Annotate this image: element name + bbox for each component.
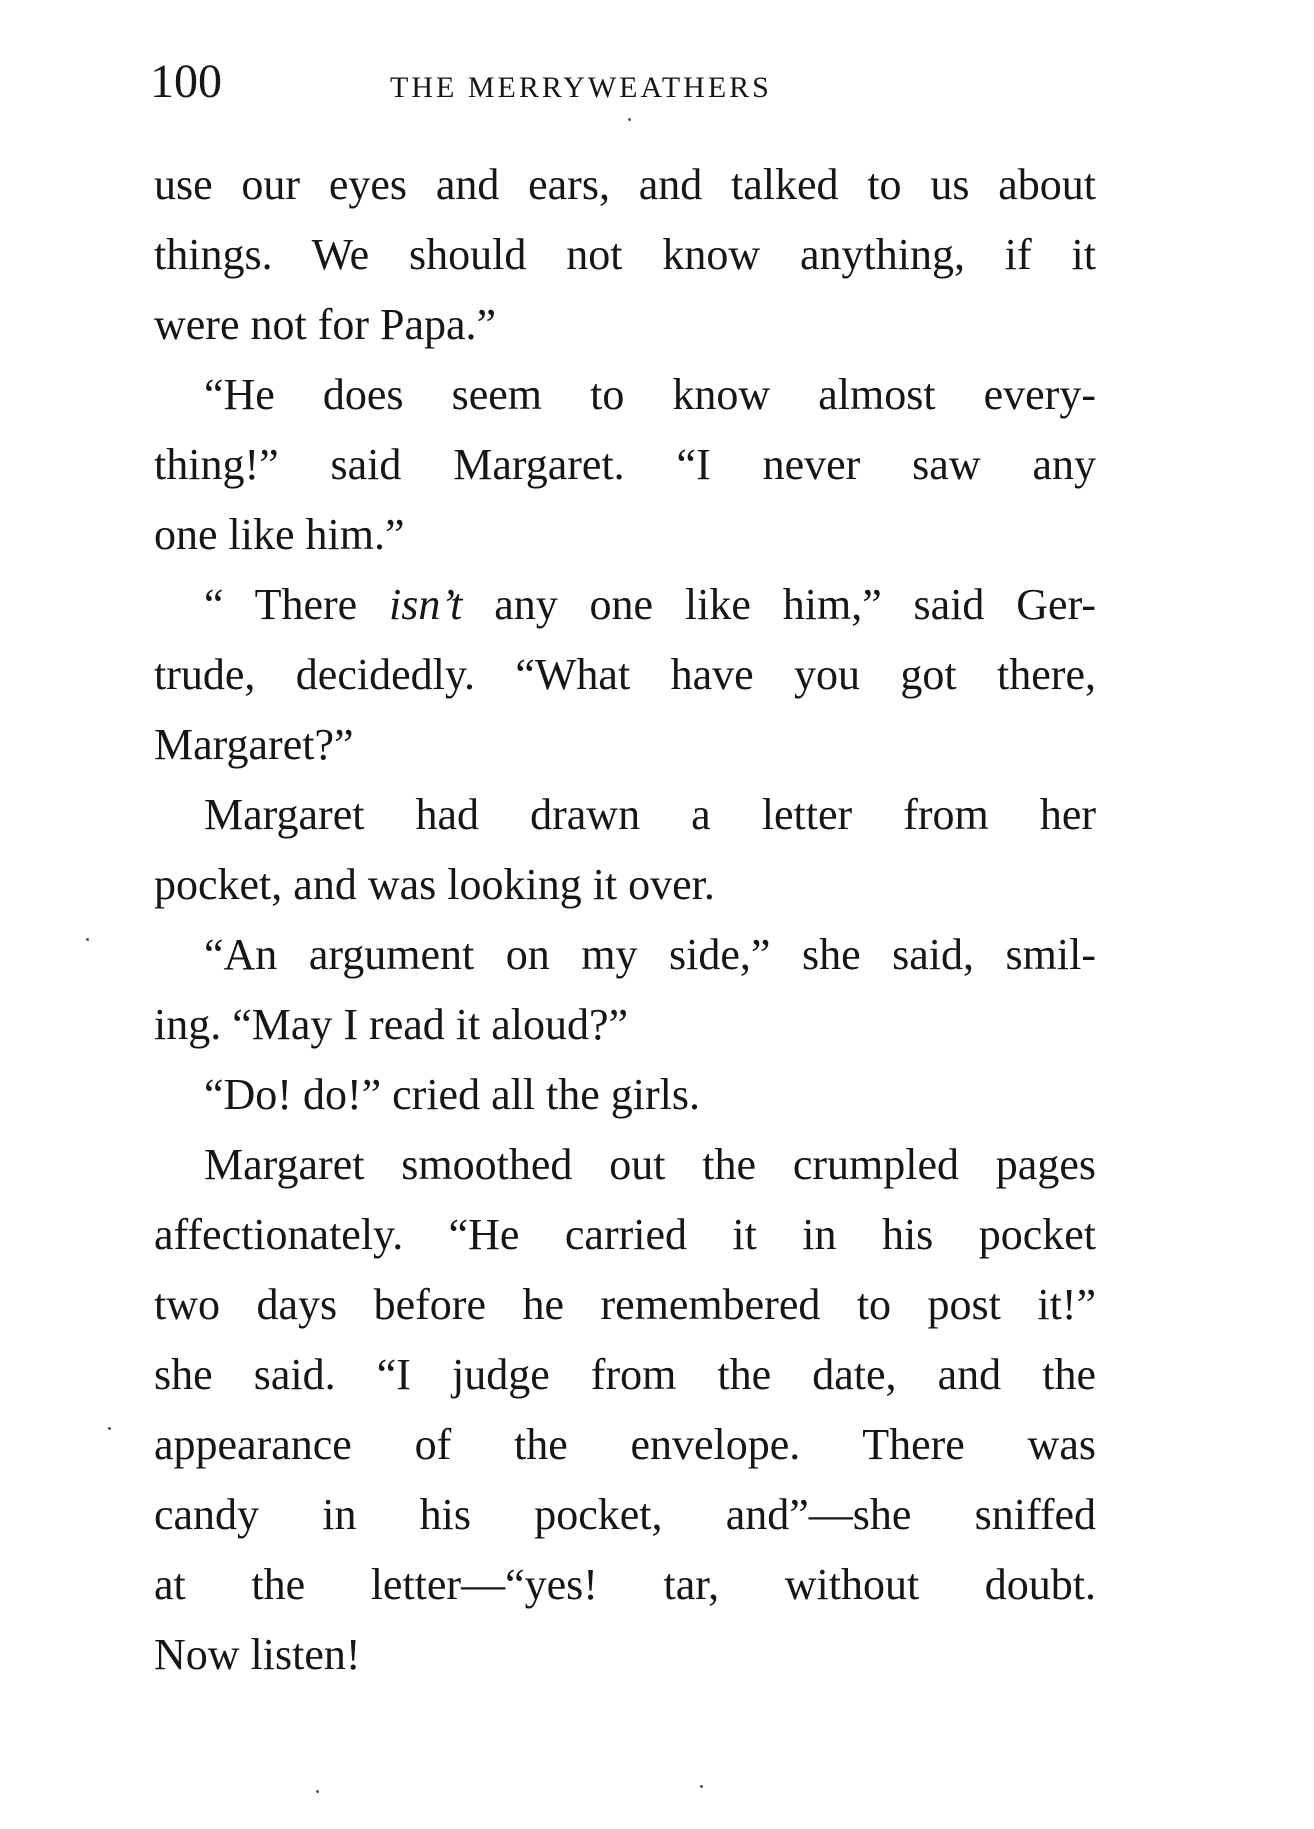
paper-speck bbox=[108, 1427, 111, 1430]
text-line: ing. “May I read it aloud?” bbox=[154, 1000, 629, 1049]
text-line: things. We should not know anything, if it bbox=[154, 230, 1096, 279]
text-line: pocket, and was looking it over. bbox=[154, 860, 715, 909]
text-line: appearance of the envelope. There was bbox=[154, 1420, 1096, 1469]
emphasized-word: isn’t bbox=[389, 580, 463, 629]
text-line: affectionately. “He carried it in his pocket bbox=[154, 1210, 1096, 1259]
text-line: one like him.” bbox=[154, 510, 405, 559]
text-line: candy in his pocket, and”—she sniffed bbox=[154, 1490, 1096, 1539]
text-line: “Do! do!” cried all the girls. bbox=[204, 1070, 701, 1119]
text-line: at the letter—“yes! tar, without doubt. bbox=[154, 1560, 1096, 1609]
paper-speck bbox=[628, 118, 631, 121]
text-line: “He does seem to know almost every- bbox=[204, 370, 1096, 419]
text-line: trude, decidedly. “What have you got there, bbox=[154, 650, 1096, 699]
paper-speck bbox=[316, 1790, 319, 1793]
text-line: Margaret smoothed out the crumpled pages bbox=[204, 1140, 1096, 1189]
running-title: THE MERRYWEATHERS bbox=[390, 71, 772, 104]
body-text bbox=[154, 150, 1096, 1690]
text-line: were not for Papa.” bbox=[154, 300, 497, 349]
text-line: Now listen! bbox=[154, 1630, 361, 1679]
running-head bbox=[150, 52, 1090, 112]
text-line: “An argument on my side,” she said, smil- bbox=[204, 930, 1096, 979]
paper-speck bbox=[700, 1785, 703, 1788]
text-line bbox=[154, 570, 1096, 640]
text-line: two days before he remembered to post it!” bbox=[154, 1280, 1096, 1329]
text-line: thing!” said Margaret. “I never saw any bbox=[154, 440, 1096, 489]
paper-speck bbox=[86, 938, 89, 941]
text-line: Margaret?” bbox=[154, 720, 354, 769]
text-line-start: “ There bbox=[204, 580, 389, 629]
text-line: she said. “I judge from the date, and the bbox=[154, 1350, 1096, 1399]
page-number: 100 bbox=[150, 55, 222, 108]
text-line: use our eyes and ears, and talked to us about bbox=[154, 160, 1096, 209]
text-line: Margaret had drawn a letter from her bbox=[204, 790, 1096, 839]
text-line-end: any one like him,” said Ger- bbox=[462, 580, 1096, 629]
